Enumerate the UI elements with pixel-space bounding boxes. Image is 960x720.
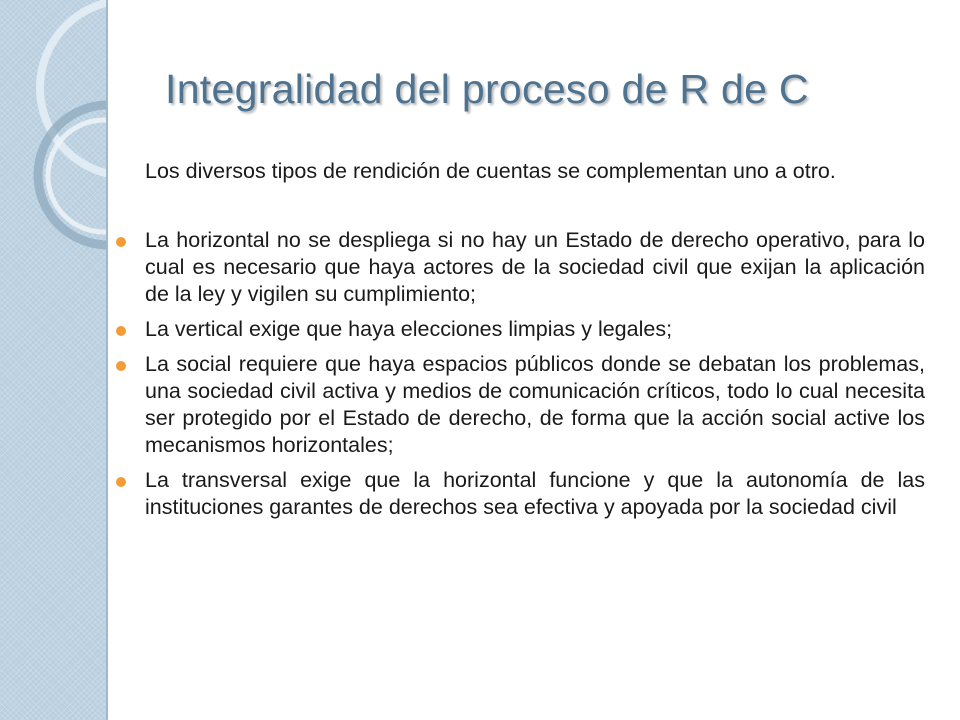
- bullet-item: [145, 227, 925, 308]
- bullet-dot-icon: [116, 326, 126, 336]
- bullet-text: La social requiere que haya espacios públicos donde se debatan los problemas, una sociedad civil activa y medios de comunicación críticos, todo lo cual necesita ser protegido por el Estado de derecho, de forma que la acción social active los mecanismos horizontales;: [145, 352, 925, 457]
- bullet-dot-icon: [116, 477, 126, 487]
- bullet-item: [145, 467, 925, 521]
- bullet-list: [145, 227, 925, 521]
- bullet-text: La vertical exige que haya elecciones limpias y legales;: [145, 317, 673, 341]
- bullet-text: La transversal exige que la horizontal funcione y que la autonomía de las instituciones garantes de derechos sea efectiva y apoyada por la sociedad civil: [145, 468, 925, 519]
- slide-body: [145, 158, 925, 529]
- bullet-item: [145, 316, 925, 343]
- bullet-dot-icon: [116, 361, 126, 371]
- bullet-item: [145, 351, 925, 459]
- decorative-sidebar: [0, 0, 108, 720]
- bullet-dot-icon: [116, 237, 126, 247]
- intro-paragraph: Los diversos tipos de rendición de cuentas se complementan uno a otro.: [145, 159, 836, 183]
- slide-title: Integralidad del proceso de R de C: [165, 66, 809, 112]
- decorative-circles: [0, 0, 106, 720]
- bullet-text: La horizontal no se despliega si no hay un Estado de derecho operativo, para lo cual es necesario que haya actores de la sociedad civil que exijan la aplicación de la ley y vigilen su cumplimiento;: [145, 228, 925, 306]
